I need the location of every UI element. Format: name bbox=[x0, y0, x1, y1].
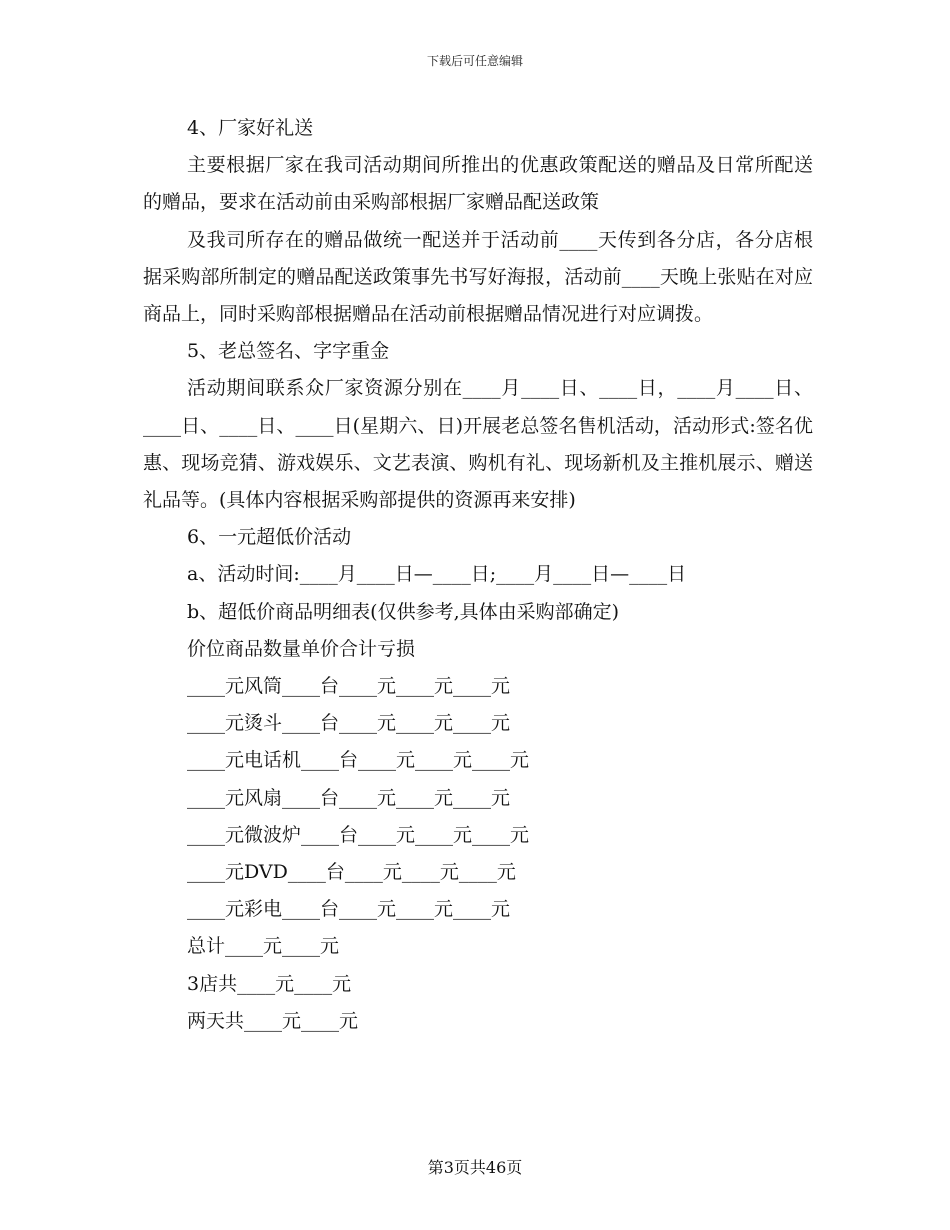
stores-total-line: 3店共____元____元 bbox=[187, 972, 352, 995]
detail-table-header: 价位商品数量单价合计亏损 bbox=[187, 637, 416, 660]
table-row: ____元风筒____台____元____元____元 bbox=[187, 675, 511, 698]
document-body bbox=[143, 110, 813, 1040]
table-row: ____元风扇____台____元____元____元 bbox=[187, 786, 511, 809]
detail-table-caption: b、超低价商品明细表(仅供参考,具体由采购部确定) bbox=[187, 600, 620, 623]
table-row: ____元彩电____台____元____元____元 bbox=[187, 898, 511, 921]
table-row: ____元烫斗____台____元____元____元 bbox=[187, 712, 511, 735]
table-row: ____元电话机____台____元____元____元 bbox=[187, 749, 530, 772]
activity-time: a、活动时间:____月____日—____日;____月____日—____日 bbox=[187, 563, 687, 586]
section-4-title: 4、厂家好礼送 bbox=[187, 117, 314, 139]
section-5-title: 5、老总签名、字字重金 bbox=[187, 340, 390, 363]
two-days-total-line: 两天共____元____元 bbox=[187, 1009, 359, 1032]
page-number: 第3页共46页 bbox=[427, 1158, 523, 1177]
section-5-paragraph: 活动期间联系众厂家资源分别在____月____日、____日，____月____日、____日、____日、____日(星期六、日)开展老总签名售机活动，活动形式:签名优惠、现场竞猜、游戏娱乐、文艺表演、购机有礼、现场新机及主推机展示、赠送礼品等。(具体内容根据采购部提供的资源再来安排) bbox=[143, 377, 813, 512]
table-row: ____元DVD____台____元____元____元 bbox=[187, 861, 516, 884]
page-header-note: 下载后可任意编辑 bbox=[426, 54, 523, 68]
section-4-paragraph-1: 主要根据厂家在我司活动期间所推出的优惠政策配送的赠品及日常所配送的赠品，要求在活动前由采购部根据厂家赠品配送政策 bbox=[143, 154, 813, 214]
total-line: 总计____元____元 bbox=[187, 935, 340, 958]
table-row: ____元微波炉____台____元____元____元 bbox=[187, 823, 530, 846]
section-4-paragraph-2: 及我司所存在的赠品做统一配送并于活动前____天传到各分店，各分店根据采购部所制定的赠品配送政策事先书写好海报，活动前____天晚上张贴在对应商品上，同时采购部根据赠品在活动前根据赠品情况进行对应调拨。 bbox=[143, 228, 813, 326]
section-6-title: 6、一元超低价活动 bbox=[187, 526, 352, 549]
